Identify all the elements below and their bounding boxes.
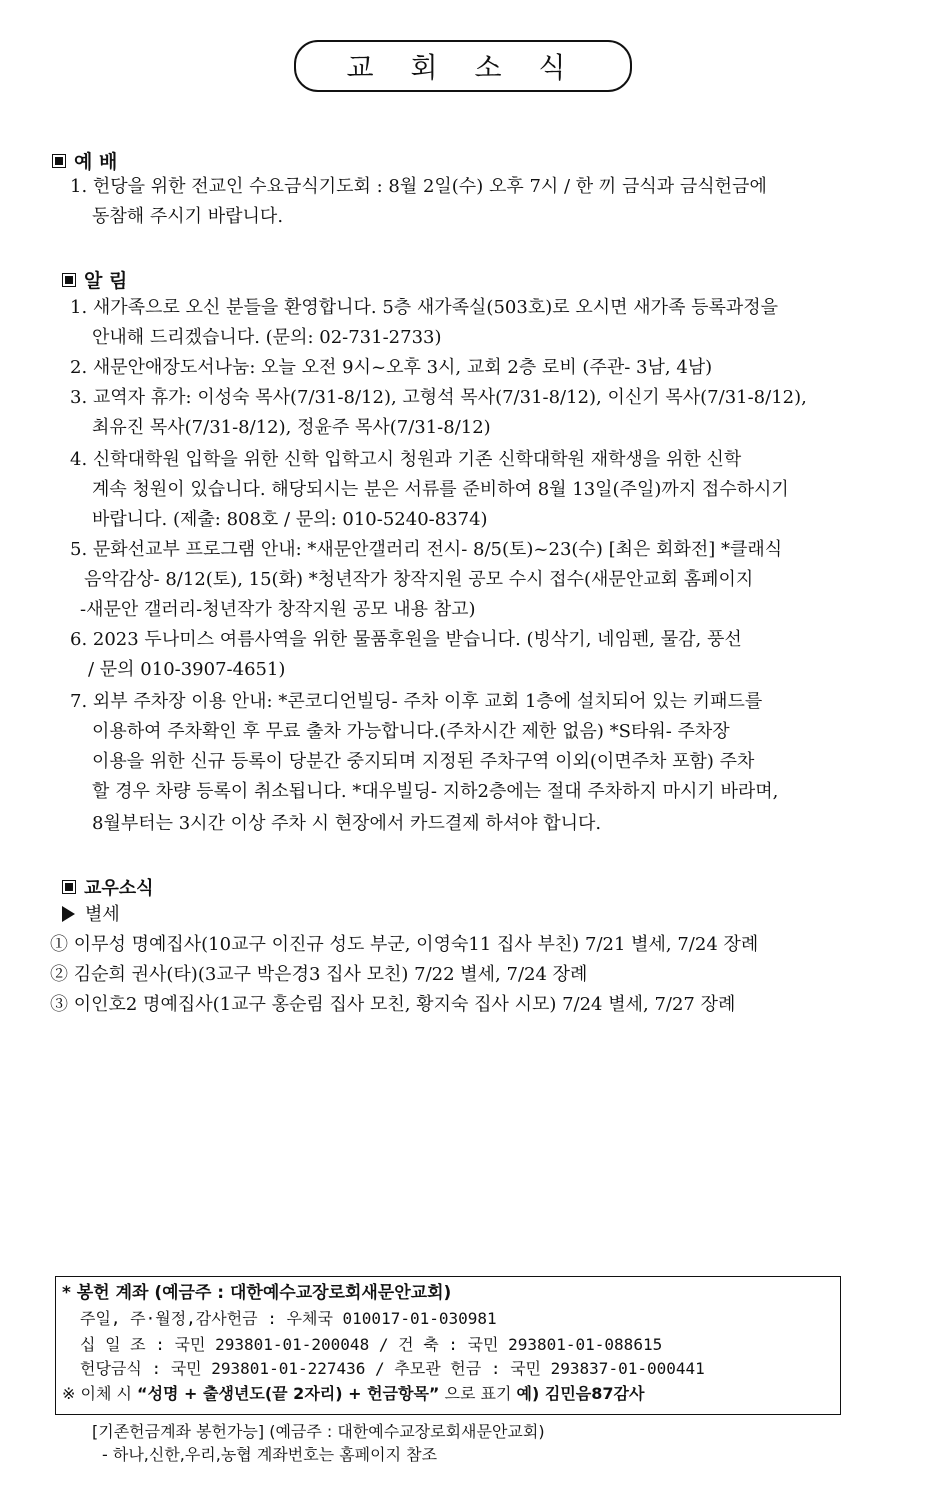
legacy-accounts-holder: (예금주 : 대한예수교장로회새문안교회): [264, 1422, 545, 1441]
square-bullet-icon: [62, 880, 76, 894]
notice-line: 할 경우 차량 등록이 취소됩니다. *대우빌딩- 지하2층에는 절대 주차하지 마시기 바라며,: [92, 781, 779, 802]
transfer-notice-prefix: ※ 이체 시: [62, 1384, 138, 1403]
transfer-notice-format: “성명 + 출생년도(끝 2자리) + 헌금항목”: [137, 1384, 440, 1403]
account-line: 헌당금식 : 국민 293801-01-227436 / 추모관 헌금 : 국민 293837-01-000441: [80, 1359, 705, 1378]
member-news-line: ② 김순희 권사(타)(3교구 박은경3 집사 모친) 7/22 별세, 7/24 장례: [50, 964, 588, 985]
notice-line: 이용을 위한 신규 등록이 당분간 중지되며 지정된 주차구역 이외(이면주차 포함) 주차: [92, 751, 755, 772]
worship-line: 1. 헌당을 위한 전교인 수요금식기도회 : 8월 2일(수) 오후 7시 / 한 끼 금식과 금식헌금에: [70, 176, 767, 197]
notice-line: 바랍니다. (제출: 808호 / 문의: 010-5240-8374): [92, 509, 488, 530]
square-bullet-icon: [62, 273, 76, 287]
notice-line: 최유진 목사(7/31-8/12), 정윤주 목사(7/31-8/12): [92, 417, 491, 438]
notice-line: 8월부터는 3시간 이상 주차 시 현장에서 카드결제 하셔야 합니다.: [92, 813, 602, 834]
member-news-line: ③ 이인호2 명예집사(1교구 홍순림 집사 모친, 황지숙 집사 시모) 7/24 별세, 7/27 장례: [50, 994, 736, 1015]
members-heading-text: 교우소식: [84, 878, 154, 899]
transfer-notice-example: 예) 김민음87감사: [516, 1384, 645, 1403]
notice-line: -새문안 갤러리-청년작가 창작지원 공모 내용 참고): [80, 599, 476, 620]
members-subheading-text: 별세: [85, 904, 120, 925]
legacy-accounts-note: - 하나,신한,우리,농협 계좌번호는 홈페이지 참조: [102, 1445, 438, 1464]
worship-line: 동참해 주시기 바랍니다.: [92, 206, 284, 227]
notice-line: 6. 2023 두나미스 여름사역을 위한 물품후원을 받습니다. (빙삭기, 네임펜, 물감, 풍선: [70, 629, 742, 650]
legacy-accounts-line: [92, 1421, 545, 1443]
triangle-right-icon: [62, 906, 75, 922]
account-line: 주일, 주·월정,감사헌금 : 우체국 010017-01-030981: [80, 1309, 497, 1328]
worship-heading-text: 예 배: [74, 151, 118, 173]
notice-line: 3. 교역자 휴가: 이성숙 목사(7/31-8/12), 고형석 목사(7/31-8/12), 이신기 목사(7/31-8/12),: [70, 387, 807, 408]
page-title: 교 회 소 식: [294, 40, 632, 92]
members-subheading: [62, 903, 120, 927]
notice-line: / 문의 010-3907-4651): [88, 659, 286, 680]
accounts-heading: * 봉헌 계좌 (예금주 : 대한예수교장로회새문안교회): [62, 1283, 452, 1303]
transfer-notice: [62, 1383, 644, 1405]
notices-heading-text: 알 림: [84, 270, 128, 292]
notice-line: 1. 새가족으로 오신 분들을 환영합니다. 5층 새가족실(503호)로 오시면 새가족 등록과정을: [70, 297, 779, 318]
worship-heading: [52, 147, 117, 174]
transfer-notice-mid: 으로 표기: [439, 1384, 517, 1403]
notices-heading: [62, 266, 127, 293]
notice-line: 2. 새문안애장도서나눔: 오늘 오전 9시~오후 3시, 교회 2층 로비 (주관- 3남, 4남): [70, 357, 713, 378]
notice-line: 안내해 드리겠습니다. (문의: 02-731-2733): [92, 327, 442, 348]
notice-line: 7. 외부 주차장 이용 안내: *콘코디언빌딩- 주차 이후 교회 1층에 설치되어 있는 키패드를: [70, 691, 763, 712]
notice-line: 이용하여 주차확인 후 무료 출차 가능합니다.(주차시간 제한 없음) *S타워- 주차장: [92, 721, 730, 742]
notice-line: 음악감상- 8/12(토), 15(화) *청년작가 창작지원 공모 수시 접수(새문안교회 홈페이지: [84, 569, 754, 590]
legacy-accounts-bracket: [기존헌금계좌 봉헌가능]: [92, 1422, 265, 1441]
members-heading: [62, 874, 154, 900]
notice-line: 5. 문화선교부 프로그램 안내: *새문안갤러리 전시- 8/5(토)~23(수) [최은 회화전] *클래식: [70, 539, 783, 560]
square-bullet-icon: [52, 154, 66, 168]
member-news-line: ① 이무성 명예집사(10교구 이진규 성도 부군, 이영숙11 집사 부친) 7/21 별세, 7/24 장례: [50, 934, 759, 955]
notice-line: 4. 신학대학원 입학을 위한 신학 입학고시 청원과 기존 신학대학원 재학생을 위한 신학: [70, 449, 742, 470]
notice-line: 계속 청원이 있습니다. 해당되시는 분은 서류를 준비하여 8월 13일(주일)까지 접수하시기: [92, 479, 789, 500]
account-line: 십 일 조 : 국민 293801-01-200048 / 건 축 : 국민 293801-01-088615: [80, 1335, 663, 1354]
